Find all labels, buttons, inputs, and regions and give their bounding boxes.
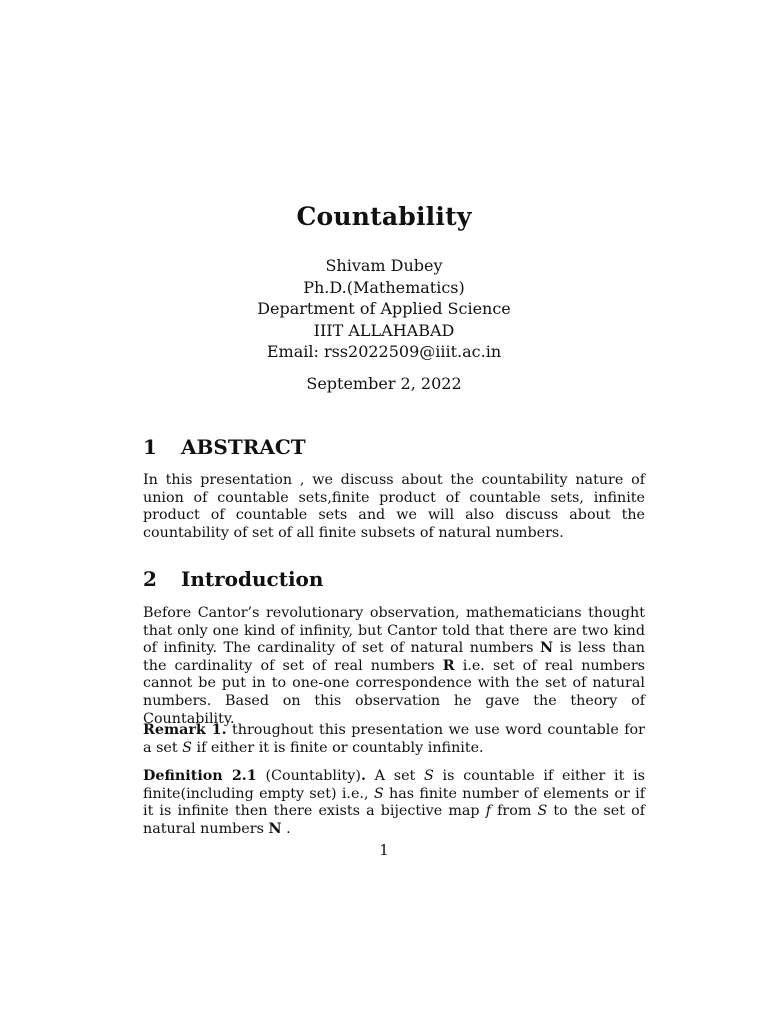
naturals-symbol: N <box>268 820 282 837</box>
definition-label: Definition 2.1 <box>143 768 257 784</box>
author-block <box>0 255 768 363</box>
map-variable: f <box>485 803 491 820</box>
paper-title: Countability <box>296 202 472 231</box>
author-email: Email: rss2022509@iiit.ac.in <box>266 342 502 361</box>
section-title: ABSTRACT <box>181 435 306 459</box>
author-department: Department of Applied Science <box>257 299 511 318</box>
definition-paragraph: Definition 2.1 (Countablity). A set S is countable if either it is finite(including empty set) i.e., S has finite number of elements or if it is infinite then there exists a bijective map f from S to the set of natural numbers N . <box>143 768 645 837</box>
reals-symbol: R <box>442 657 455 674</box>
section-title: Introduction <box>181 567 324 591</box>
author-name: Shivam Dubey <box>325 256 443 275</box>
paper-date: September 2, 2022 <box>306 374 462 393</box>
introduction-paragraph: Before Cantor’s revolutionary observation, mathematicians thought that only one kind of infinity, but Cantor told that there are two kind of infinity. The cardinality of set of natural numbers N is less than the cardinality of set of real numbers R i.e. set of real numbers cannot be put in to one-one correspondence with the set of natural numbers. Based on this observation he gave the theory of Countability. <box>143 605 645 727</box>
set-variable: S <box>182 739 192 756</box>
section-heading-abstract <box>143 435 306 459</box>
definition-name: (Countablity) <box>256 768 361 784</box>
author-institute: IIIT ALLAHABAD <box>313 320 455 340</box>
section-number: 2 <box>143 567 157 591</box>
section-number: 1 <box>143 435 157 459</box>
remark-paragraph: Remark 1. throughout this presentation we use word countable for a set S if either it is finite or countably infinite. <box>143 722 645 756</box>
remark-label: Remark 1. <box>143 722 227 738</box>
author-degree: Ph.D.(Mathematics) <box>303 277 465 297</box>
naturals-symbol: N <box>540 640 554 657</box>
section-heading-introduction <box>143 567 323 591</box>
page-number: 1 <box>379 841 389 859</box>
abstract-paragraph: In this presentation , we discuss about the countability nature of union of countable sets,finite product of countable sets, infinite product of countable sets and we will also discuss about the countability of set of all finite subsets of natural numbers. <box>143 472 645 541</box>
